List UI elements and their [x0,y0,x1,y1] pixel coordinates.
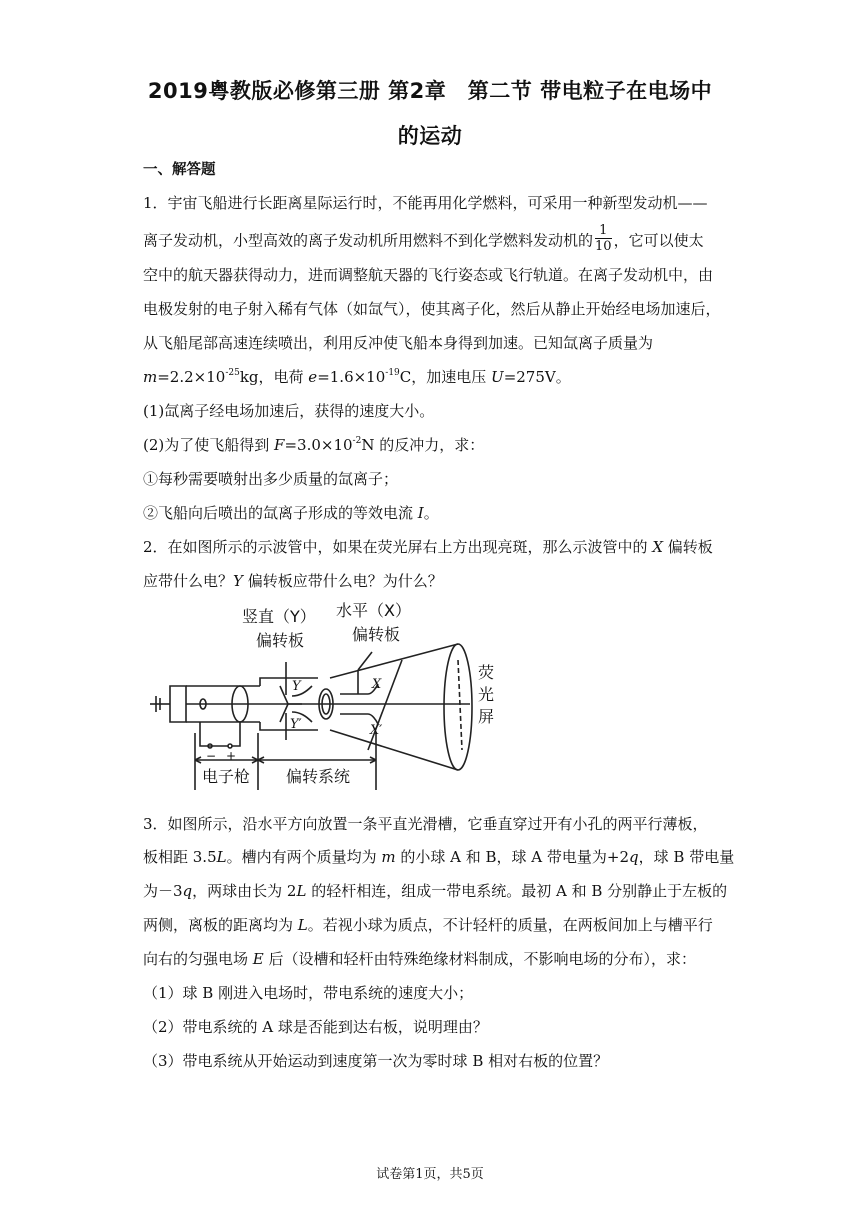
label-minus: − [206,749,217,763]
label-screen-2: 光 [478,685,495,704]
q1-sub-2: ②飞船向后喷出的氙离子形成的等效电流 I。 [143,504,439,522]
label-vertical-plate-1: 竖直（Y） [242,607,316,626]
q3-line-2: 板相距 3.5L。槽内有两个质量均为 m 的小球 A 和 B，球 A 带电量为+2q，球 B 带电量 [143,848,735,866]
q1-part-1: (1)氙离子经电场加速后，获得的速度大小。 [143,402,435,420]
q1-line-5: 从飞船尾部高速连续喷出，利用反冲使飞船本身得到加速。已知氙离子质量为 [143,334,654,352]
label-y: Y [292,679,301,694]
label-screen-3: 屏 [478,707,495,726]
page-footer: 试卷第1页，共5页 [376,1167,484,1182]
q3-part-1: （1）球 B 刚进入电场时，带电系统的速度大小； [143,984,474,1002]
fraction: $\frac{1}{10}$ [595,223,612,254]
page-title-line-2: 的运动 [397,124,463,148]
q3-part-3: （3）带电系统从开始运动到速度第一次为零时球 B 相对右板的位置？ [143,1052,609,1070]
q1-line-4: 电极发射的电子射入稀有气体（如氙气），使其离子化，然后从静止开始经电场加速后， [143,300,721,318]
q1-sub-1: ①每秒需要喷射出多少质量的氙离子； [143,470,399,488]
q1-part-2: (2)为了使飞船得到 $F=3.0\times 10^{-2}N$ 的反冲力，求： [143,436,485,454]
label-screen-1: 荧 [478,663,495,682]
q3-line-5: 向右的匀强电场 E 后（设槽和轻杆由特殊绝缘材料制成，不影响电场的分布），求： [143,950,697,968]
label-vertical-plate-2: 偏转板 [256,631,305,650]
label-plus: + [226,749,237,763]
q1-line-1: 1．宇宙飞船进行长距离星际运行时，不能再用化学燃料，可采用一种新型发动机—— [143,194,708,212]
q1-line-2: 离子发动机，小型高效的离子发动机所用燃料不到化学燃料发动机的 $\frac{1}{10}$ ，它可以使太 [143,223,704,254]
q2-line-1: 2．在如图所示的示波管中，如果在荧光屏右上方出现亮斑，那么示波管中的 X 偏转板 [143,538,713,556]
q1-line-3: 空中的航天器获得动力，进而调整航天器的飞行姿态或飞行轨道。在离子发动机中，由 [143,266,714,284]
q3-line-3: 为－3q，两球由长为 2L 的轻杆相连，组成一带电系统。最初 A 和 B 分别静止于左板的 [143,882,728,900]
section-heading: 一、解答题 [143,162,216,178]
page-title-line-1: 2019粤教版必修第三册 第2章 第二节 带电粒子在电场中 [147,79,713,103]
oscilloscope-diagram [140,600,530,795]
q3-part-2: （2）带电系统的 A 球是否能到达右板，说明理由？ [143,1018,488,1036]
label-x-prime: X′ [370,723,383,738]
q3-line-4: 两侧，离板的距离均为 L。若视小球为质点，不计轻杆的质量，在两板间加上与槽平行 [143,916,713,934]
label-y-prime: Y′ [290,717,302,732]
label-electron-gun: 电子枪 [202,767,251,786]
label-horizontal-plate-2: 偏转板 [352,625,401,644]
label-deflection-system: 偏转系统 [286,767,351,786]
q2-line-2: 应带什么电？Y 偏转板应带什么电？为什么？ [143,572,443,590]
q3-line-1: 3．如图所示，沿水平方向放置一条平直光滑槽，它垂直穿过开有小孔的两平行薄板， [143,815,708,833]
q1-line-6: $m=2.2\times 10^{-25}kg$，电荷 $e=1.6\times 10^{-19}C$，加速电压 U=275V。 [143,368,571,386]
label-horizontal-plate-1: 水平（X） [336,601,411,620]
label-x: X [372,677,382,692]
